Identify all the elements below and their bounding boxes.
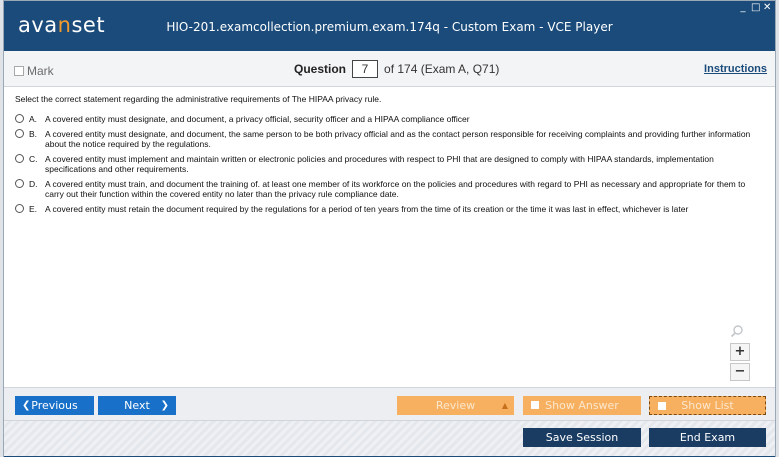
- option-d[interactable]: [15, 179, 755, 199]
- save-session-button[interactable]: Save Session: [523, 428, 641, 447]
- window-title: HIO-201.examcollection.premium.exam.174q - Custom Exam - VCE Player: [166, 20, 613, 34]
- review-button[interactable]: [397, 396, 514, 415]
- option-text: A covered entity must retain the document required by the regulations for a period of ten years from the time of its creation or the time it was last in effect, whichever is later: [45, 204, 689, 214]
- radio-button[interactable]: [15, 114, 24, 123]
- zoom-in-button[interactable]: +: [730, 343, 750, 361]
- question-prompt: Select the correct statement regarding the administrative requirements of The HIPAA privacy rule.: [15, 94, 382, 104]
- option-letter: B.: [29, 129, 38, 139]
- maximize-icon[interactable]: □: [751, 2, 761, 13]
- question-label: Question: [294, 62, 347, 76]
- radio-button[interactable]: [15, 154, 24, 163]
- option-text: A covered entity must designate, and document, the same person to be both privacy official and as the contact person responsible for receiving complaints and providing further information about the notice required by the regulations.: [45, 129, 751, 149]
- mark-checkbox[interactable]: [14, 64, 54, 78]
- magnifier-icon: [730, 324, 744, 338]
- radio-button[interactable]: [15, 204, 24, 213]
- question-number-input[interactable]: 7: [352, 60, 378, 78]
- previous-label: Previous: [31, 399, 78, 412]
- option-letter: C.: [29, 154, 38, 164]
- question-navigator: [294, 60, 499, 78]
- minimize-icon[interactable]: _: [740, 2, 746, 13]
- question-content: [4, 88, 775, 386]
- triangle-up-icon: ▲: [501, 401, 508, 410]
- chevron-right-icon: ❯: [160, 400, 169, 411]
- session-bar: [4, 420, 775, 456]
- radio-button[interactable]: [15, 129, 24, 138]
- next-button[interactable]: [98, 396, 176, 415]
- option-b[interactable]: [15, 129, 755, 149]
- show-list-button[interactable]: [649, 396, 766, 415]
- avanset-logo: avanset: [18, 13, 106, 37]
- checkbox-icon: [531, 401, 539, 409]
- option-a[interactable]: [15, 114, 755, 124]
- review-label: Review: [435, 399, 476, 412]
- option-e[interactable]: [15, 204, 755, 214]
- end-exam-button[interactable]: End Exam: [649, 428, 766, 447]
- answer-options: [15, 114, 755, 219]
- option-text: A covered entity must implement and maintain written or electronic policies and procedures with respect to PHI that are designed to comply with HIPAA standards, implementation specifications and other requirements.: [45, 154, 714, 174]
- option-c[interactable]: [15, 154, 755, 174]
- next-label: Next: [124, 399, 150, 412]
- window-controls: [739, 3, 771, 13]
- close-icon[interactable]: ✕: [763, 2, 772, 13]
- question-total: of 174 (Exam A, Q71): [384, 62, 500, 76]
- show-answer-label: Show Answer: [545, 399, 619, 412]
- option-letter: E.: [29, 204, 38, 214]
- previous-button[interactable]: [15, 396, 94, 415]
- show-list-label: Show List: [681, 399, 734, 412]
- option-letter: A.: [29, 114, 38, 124]
- zoom-out-button[interactable]: −: [730, 363, 750, 381]
- option-text: A covered entity must designate, and document, a privacy official, security officer and a HIPAA compliance officer: [45, 114, 470, 124]
- chevron-left-icon: ❮: [22, 400, 31, 411]
- question-header: [4, 51, 775, 87]
- mark-label: Mark: [27, 64, 54, 78]
- option-text: A covered entity must train, and document the training of. at least one member of its workforce on the policies and procedures with regard to PHI as necessary and appropriate for them to carry out their function within the covered entity no later than the privacy rule compliance date.: [45, 179, 746, 199]
- instructions-link[interactable]: Instructions: [704, 63, 767, 75]
- option-letter: D.: [29, 179, 38, 189]
- navigation-bar: [4, 387, 775, 420]
- title-bar: [4, 1, 775, 51]
- radio-button[interactable]: [15, 179, 24, 188]
- show-answer-button[interactable]: [523, 396, 641, 415]
- vce-player-window: [3, 0, 776, 457]
- checkbox-icon: [658, 402, 666, 410]
- checkbox-icon[interactable]: [14, 66, 24, 76]
